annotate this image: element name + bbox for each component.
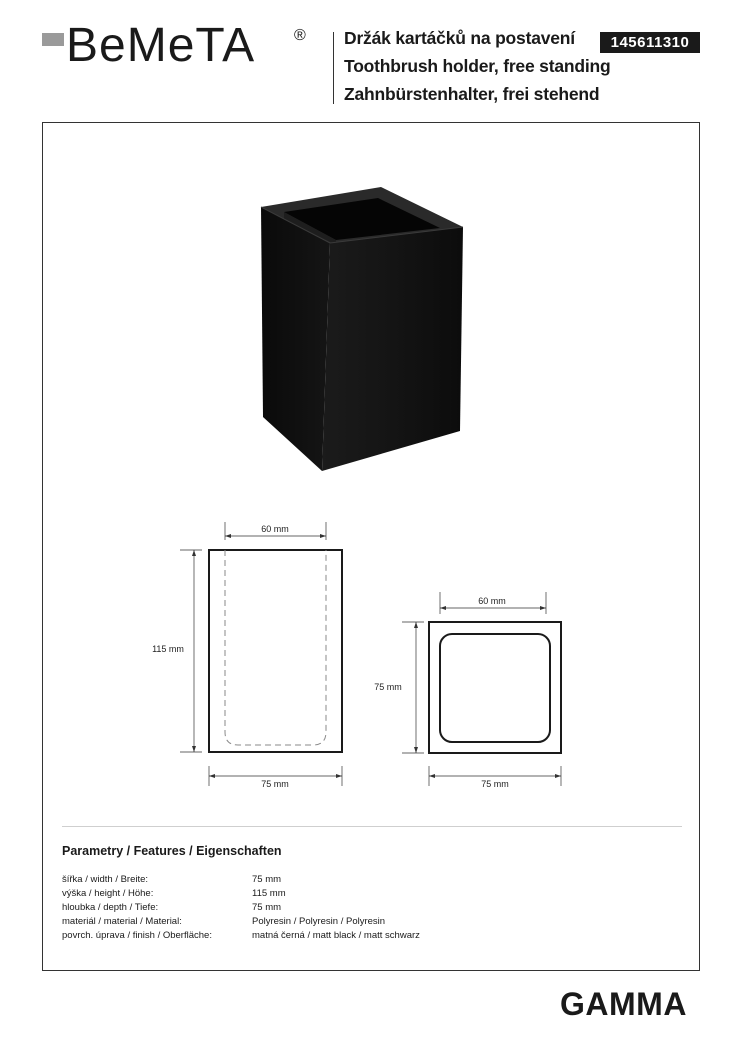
- front-view-drawing: [152, 522, 342, 789]
- header-divider: [333, 32, 334, 104]
- top-depth-label: 75 mm: [374, 682, 402, 692]
- top-view-drawing: [374, 592, 561, 789]
- spec-value-material: Polyresin / Polyresin / Polyresin: [252, 916, 386, 927]
- title-german: Zahnbürstenhalter, frei stehend: [344, 84, 600, 104]
- holder-front-face: [322, 227, 463, 471]
- product-code-badge: 145611310: [600, 32, 700, 53]
- technical-drawings: [140, 510, 580, 800]
- title-czech: Držák kartáčků na postavení: [344, 28, 575, 48]
- registered-mark: ®: [294, 27, 306, 44]
- logo-mark: [42, 33, 64, 46]
- front-outer-width-label: 75 mm: [261, 779, 289, 789]
- features-heading: Parametry / Features / Eigenschaften: [62, 844, 282, 858]
- spec-value-finish: matná černá / matt black / matt schwarz: [252, 930, 420, 941]
- spec-label-finish: povrch. úprava / finish / Oberfläche:: [62, 930, 212, 941]
- spec-label-depth: hloubka / depth / Tiefe:: [62, 902, 159, 913]
- top-inner-width-label: 60 mm: [478, 596, 506, 606]
- section-divider: [62, 826, 682, 827]
- spec-label-material: materiál / material / Material:: [62, 916, 182, 927]
- brand-logo: BeMeTA: [66, 19, 256, 72]
- holder-side-face: [261, 207, 330, 471]
- front-height-label: 115 mm: [152, 644, 184, 654]
- spec-label-width: šířka / width / Breite:: [62, 874, 149, 885]
- spec-value-height: 115 mm: [252, 888, 286, 899]
- title-english: Toothbrush holder, free standing: [344, 56, 611, 76]
- front-inner-width-label: 60 mm: [261, 524, 289, 534]
- spec-value-width: 75 mm: [252, 874, 282, 885]
- top-outer-width-label: 75 mm: [481, 779, 509, 789]
- spec-label-height: výška / height / Höhe:: [62, 888, 154, 899]
- spec-value-depth: 75 mm: [252, 902, 282, 913]
- series-name: GAMMA: [560, 986, 687, 1022]
- product-photo: [258, 185, 468, 475]
